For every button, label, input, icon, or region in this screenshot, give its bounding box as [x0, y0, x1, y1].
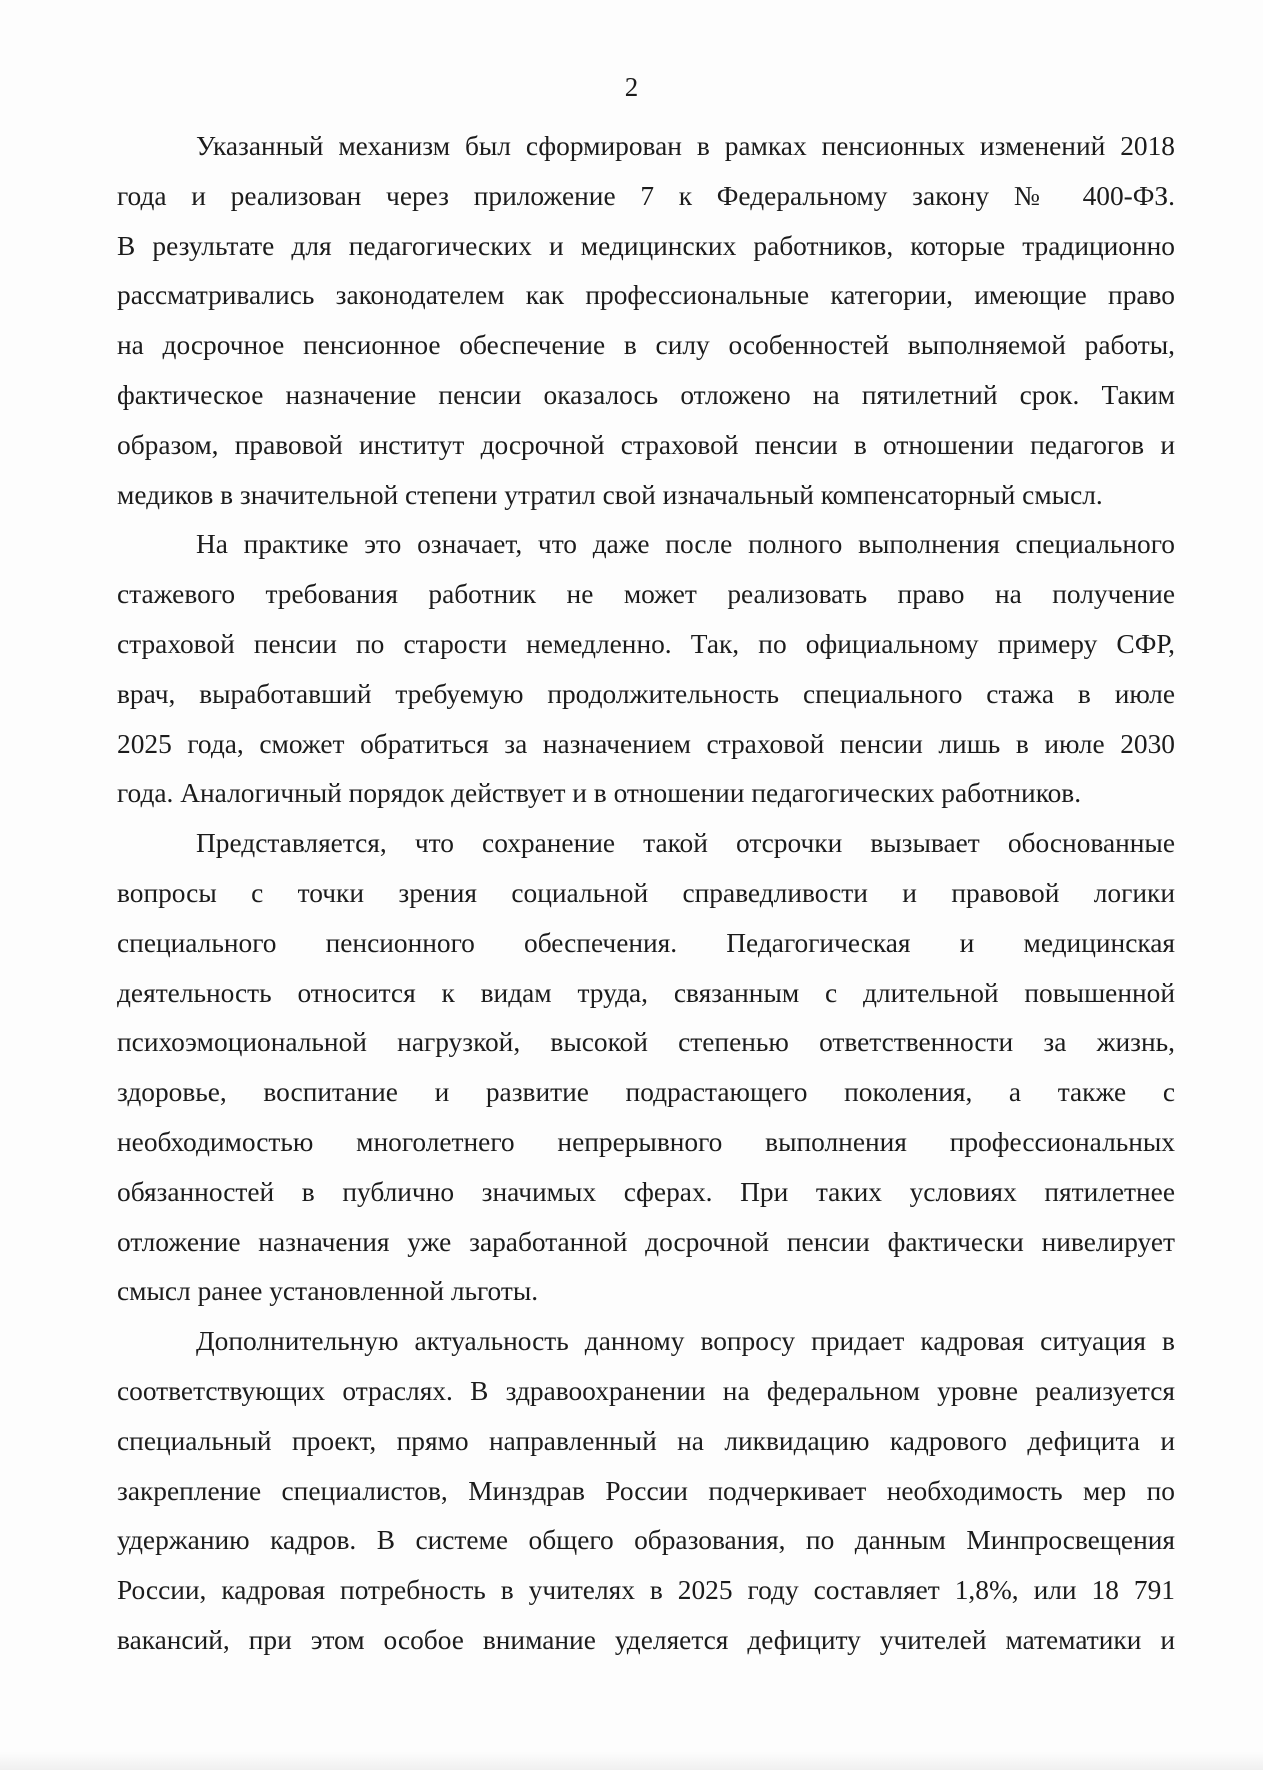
page-number: 2 — [624, 72, 639, 102]
text-line: здоровье, воспитание и развитие подрастающего поколения, а также с — [117, 1077, 1175, 1108]
text-line: Указанный механизм был сформирован в рамках пенсионных изменений 2018 — [196, 131, 1175, 161]
text-line: специального пенсионного обеспечения. Педагогическая и медицинская — [117, 927, 1175, 958]
text-line: 2025 года, сможет обратиться за назначением страховой пенсии лишь в июле 2030 — [117, 728, 1175, 759]
paragraph — [117, 1317, 1175, 1666]
text-line: образом, правовой институт досрочной страховой пенсии в отношении педагогов и — [117, 429, 1175, 460]
document-body — [117, 122, 1175, 1666]
text-line: вопросы с точки зрения социальной справедливости и правовой логики — [117, 877, 1175, 908]
text-line: страховой пенсии по старости немедленно. Так, по официальному примеру СФР, — [117, 628, 1175, 659]
text-line: В результате для педагогических и медицинских работников, которые традиционно — [117, 230, 1175, 261]
text-line: Представляется, что сохранение такой отсрочки вызывает обоснованные — [196, 828, 1175, 859]
text-line: специальный проект, прямо направленный на ликвидацию кадрового дефицита и — [117, 1425, 1175, 1456]
text-line: деятельность относится к видам труда, связанным с длительной повышенной — [117, 977, 1175, 1008]
text-line: медиков в значительной степени утратил свой изначальный компенсаторный смысл. — [117, 479, 1103, 510]
text-line: отложение назначения уже заработанной досрочной пенсии фактически нивелирует — [117, 1226, 1175, 1257]
text-line: соответствующих отраслях. В здравоохранении на федеральном уровне реализуется — [117, 1375, 1175, 1406]
text-line: удержанию кадров. В системе общего образования, по данным Минпросвещения — [117, 1525, 1175, 1556]
text-line: фактическое назначение пенсии оказалось отложено на пятилетний срок. Таким — [117, 379, 1175, 410]
text-line: смысл ранее установленной льготы. — [117, 1276, 539, 1307]
text-line: Дополнительную актуальность данному вопросу придает кадровая ситуация в — [196, 1326, 1175, 1357]
text-line: на досрочное пенсионное обеспечение в силу особенностей выполняемой работы, — [117, 330, 1175, 361]
text-line: года и реализован через приложение 7 к Федеральному закону № 400-ФЗ. — [117, 180, 1175, 211]
text-line: На практике это означает, что даже после полного выполнения специального — [196, 529, 1175, 560]
text-line: психоэмоциональной нагрузкой, высокой степенью ответственности за жизнь, — [117, 1027, 1175, 1058]
text-line: России, кадровая потребность в учителях в 2025 году составляет 1,8%, или 18 791 — [117, 1575, 1175, 1606]
text-line: обязанностей в публично значимых сферах. При таких условиях пятилетнее — [117, 1176, 1175, 1207]
text-line: необходимостью многолетнего непрерывного выполнения профессиональных — [117, 1126, 1175, 1157]
scan-edge — [0, 1752, 1263, 1770]
text-line: закрепление специалистов, Минздрав России подчеркивает необходимость мер по — [117, 1475, 1175, 1506]
text-line: вакансий, при этом особое внимание уделяется дефициту учителей математики и — [117, 1624, 1175, 1655]
text-line: врач, выработавший требуемую продолжительность специального стажа в июле — [117, 678, 1175, 709]
paragraph — [117, 520, 1175, 819]
paragraph — [117, 819, 1175, 1317]
text-line: стажевого требования работник не может реализовать право на получение — [117, 579, 1175, 610]
paragraph — [117, 122, 1175, 520]
text-line: года. Аналогичный порядок действует и в отношении педагогических работников. — [117, 778, 1082, 809]
text-line: рассматривались законодателем как профессиональные категории, имеющие право — [117, 280, 1175, 311]
